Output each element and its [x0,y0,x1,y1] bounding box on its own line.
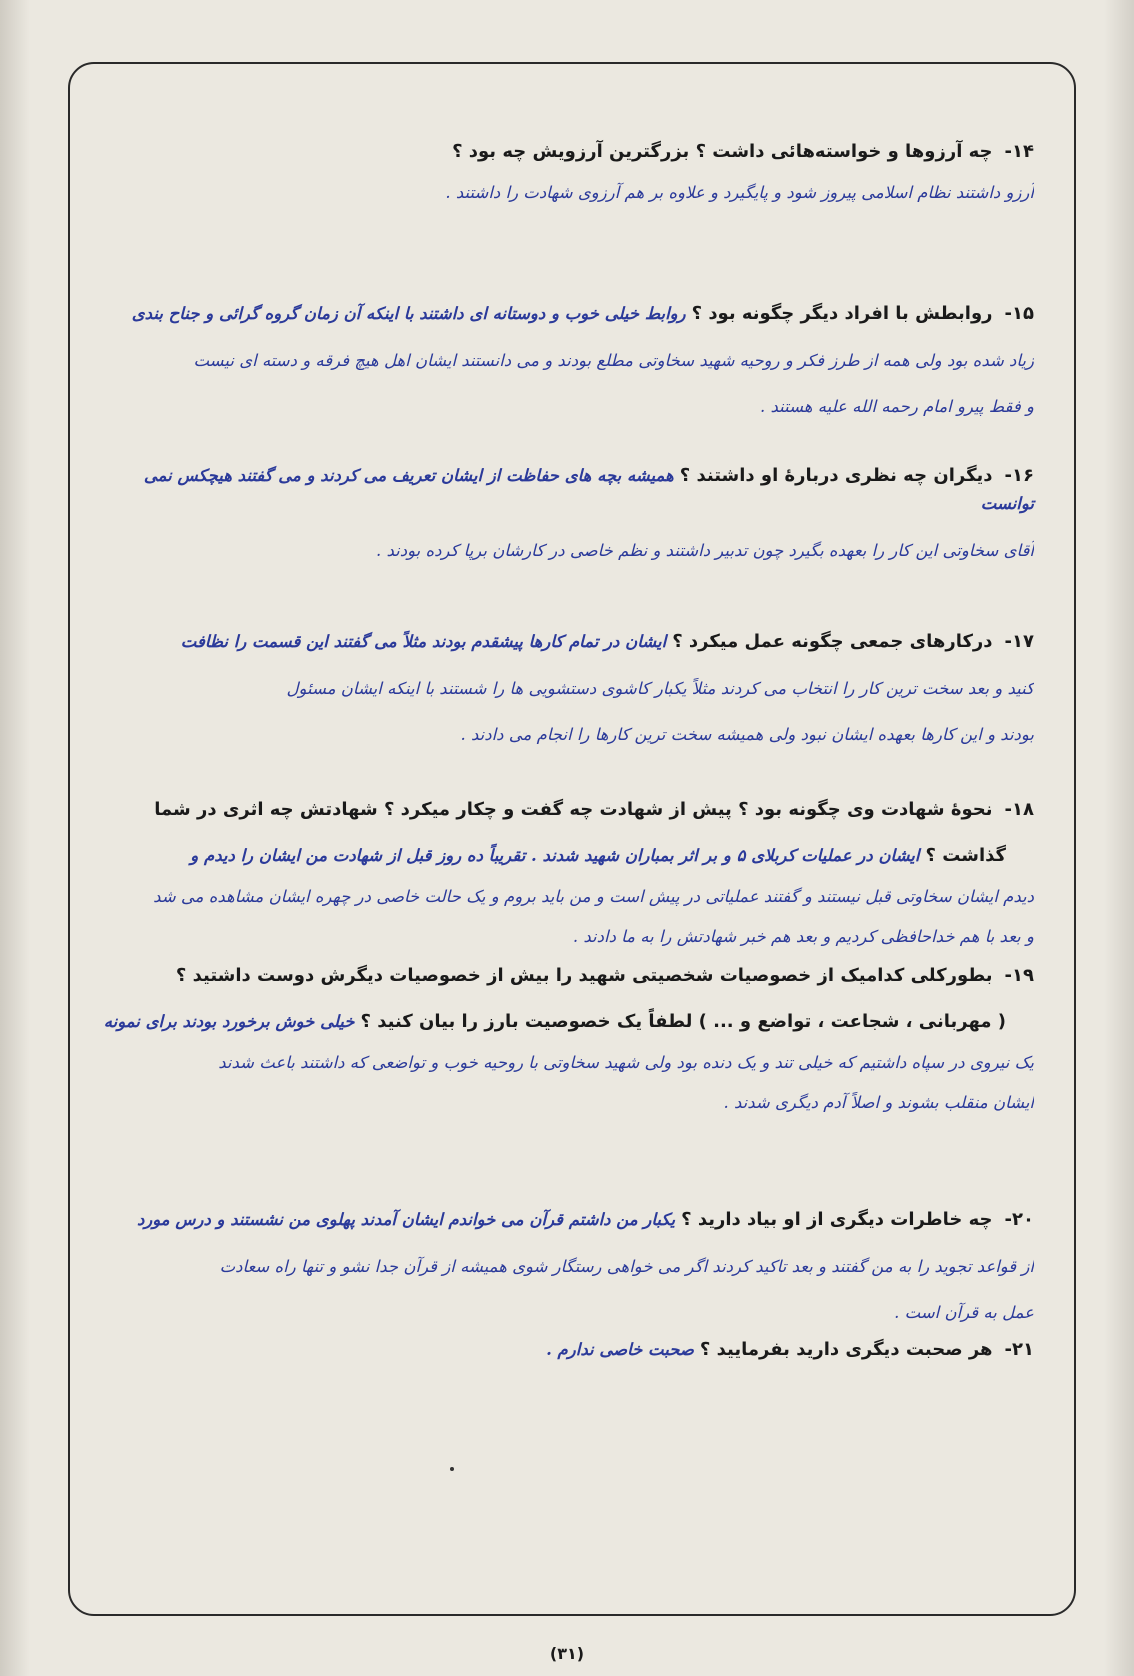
handwritten-answer: و فقط پیرو امام رحمه الله علیه هستند . [759,397,1034,416]
question-21 [90,1336,1034,1364]
question-number: ۱۷- [1004,631,1034,652]
question-text: دیگران چه نظری دربارهٔ او داشتند ؟ [679,465,993,486]
question-head-continued [90,1008,1006,1036]
handwritten-answer: از قواعد تجوید را به من گفتند و بعد تاکید کردند اگر می خواهی رستگار شوی همیشه از قرآن جدا نشو و تنها راه سعادت [219,1257,1034,1276]
question-text: نحوهٔ شهادت وی چگونه بود ؟ پیش از شهادت چه گفت و چکار میکرد ؟ شهادتش چه اثری در شما [154,799,993,820]
ink-dot [450,1467,454,1471]
question-number: ۲۰- [1004,1209,1034,1230]
question-text: ( مهربانی ، شجاعت ، تواضع و ... ) لطفاً یک خصوصیت بارز را بیان کنید ؟ [360,1011,1006,1032]
question-number: ۱۴- [1004,141,1034,162]
question-head [90,628,1034,656]
handwritten-answer: آرزو داشتند نظام اسلامی پیروز شود و پایگیرد و علاوه بر هم آرزوی شهادت را داشتند . [445,183,1034,202]
question-head [90,1336,1034,1364]
handwritten-answer: آقای سخاوتی این کار را بعهده بگیرد چون تدبیر داشتند و نظم خاصی در کارشان برپا کرده بودند . [376,541,1034,560]
handwritten-answer: زیاد شده بود ولی همه از طرز فکر و روحیه شهید سخاوتی مطلع بودند و می دانستند ایشان اهل هیچ فرقه و دسته ای نیست [193,351,1034,370]
handwritten-answer: عمل به قرآن است . [894,1303,1034,1322]
question-head [90,462,1034,518]
question-text: گذاشت ؟ [925,845,1006,866]
handwritten-answer: ایشان در تمام کارها پیشقدم بودند مثلاً می گفتند این قسمت را نظافت [180,632,667,651]
handwritten-answer: ایشان منقلب بشوند و اصلاً آدم دیگری شدند . [723,1093,1034,1112]
question-19 [90,962,1034,1116]
question-17 [90,628,1034,748]
page-number: (۳۱) [549,1644,585,1663]
question-number: ۱۸- [1004,799,1034,820]
question-head-continued [90,842,1006,870]
question-text: چه خاطرات دیگری از او بیاد دارید ؟ [681,1209,993,1230]
question-14 [90,138,1034,206]
question-number: ۱۶- [1004,465,1034,486]
question-18 [90,796,1034,950]
handwritten-answer: یکبار من داشتم قرآن می خواندم ایشان آمدند پهلوی من نشستند و درس مورد [136,1210,676,1229]
handwritten-answer: و بعد با هم خداحافظی کردیم و بعد هم خبر شهادتش را به ما دادند . [572,927,1034,946]
question-number: ۲۱- [1004,1339,1034,1360]
question-head [90,1206,1034,1234]
handwritten-answer: همیشه بچه های حفاظت از ایشان تعریف می کردند و می گفتند هیچکس نمی توانست [143,466,1034,513]
question-text: بطورکلی کدامیک از خصوصیات شخصیتی شهید را بیش از خصوصیات دیگرش دوست داشتید ؟ [175,965,993,986]
handwritten-answer: روابط خیلی خوب و دوستانه ای داشتند با اینکه آن زمان گروه گرائی و جناح بندی [131,304,686,323]
handwritten-answer: یک نیروی در سپاه داشتیم که خیلی تند و یک دنده بود ولی شهید سخاوتی با روحیه خوب و تواضعی که داشتند باعث شدند [218,1053,1034,1072]
question-head [90,796,1034,824]
question-text: روابطش با افراد دیگر چگونه بود ؟ [691,303,993,324]
question-text: درکارهای جمعی چگونه عمل میکرد ؟ [672,631,993,652]
question-number: ۱۵- [1004,303,1034,324]
handwritten-answer: کنید و بعد سخت ترین کار را انتخاب می کردند مثلاً یکبار کاشوی دستشویی ها را شستند با اینکه ایشان مسئول [286,679,1034,698]
question-16 [90,462,1034,564]
handwritten-answer: بودند و این کارها بعهده ایشان نبود ولی همیشه سخت ترین کارها را انجام می دادند . [460,725,1034,744]
question-number: ۱۹- [1004,965,1034,986]
question-head [90,138,1034,166]
handwritten-answer: خیلی خوش برخورد بودند برای نمونه [103,1012,355,1031]
handwritten-answer: ایشان در عملیات کربلای ۵ و بر اثر بمباران شهید شدند . تقریباً ده روز قبل از شهادت من ایشان را دیدم و [190,846,920,865]
question-20 [90,1206,1034,1326]
question-head [90,300,1034,328]
question-15 [90,300,1034,420]
handwritten-answer: صحبت خاصی ندارم . [546,1340,694,1359]
handwritten-answer: دیدم ایشان سخاوتی قبل نیستند و گفتند عملیاتی در پیش است و من باید بروم و یک حالت خاصی در چهره ایشان مشاهده می شد [153,887,1034,906]
question-text: هر صحبت دیگری دارید بفرمایید ؟ [699,1339,993,1360]
question-head [90,962,1034,990]
question-text: چه آرزوها و خواسته‌هائی داشت ؟ بزرگترین آرزویش چه بود ؟ [452,141,993,162]
